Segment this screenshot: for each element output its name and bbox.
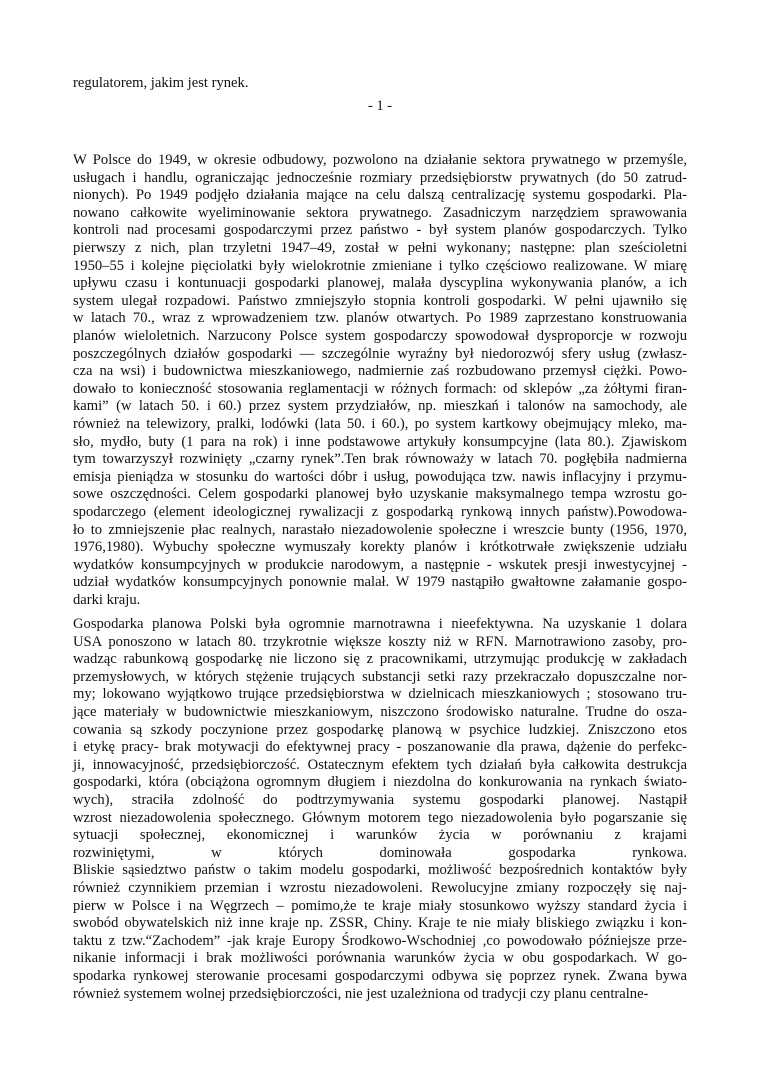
paragraph-line: tym towarzyszył rozwinięty „czarny rynek”.Ten brak równoważy w latach 70. pogłębiła nadmierna (73, 451, 687, 468)
paragraph-line: ji, innowacyjność, przedsiębiorczość. Ostatecznym efektem tych działań była całkowita destrukcja (73, 756, 687, 773)
paragraph-line: wydatków konsumpcyjnych w produkcie narodowym, a następnie - wskutek presji inwestycyjnej - (73, 556, 687, 573)
paragraph-line: udział wydatków konsumpcyjnych ponownie malał. W 1979 nastąpiło gwałtowne załamanie gospo- (73, 574, 687, 591)
paragraph-line: wych), straciła zdolność do podtrzymywania systemu gospodarki planowej. Nastąpił (73, 792, 687, 808)
paragraph-line: 1950–55 i kolejne pięciolatki były wielokrotnie zmieniane i tylko częściowo realizowane. W miarę (73, 257, 687, 274)
paragraph-line: swobód obywatelskich niż inne kraje np. ZSSR, Chiny. Kraje te nie miały bliskiego związku i kon- (73, 915, 687, 932)
paragraph-line: 1976,1980). Wybuchy społeczne wymuszały korekty planów i krótkotrwałe zwiększenie udziału (73, 539, 687, 556)
paragraph-line: ło to zmniejszenie płac realnych, narastało niezadowolenie społeczne i wreszcie bunty (1956, 1970, (73, 521, 687, 538)
paragraph-line: wzrost niezadowolenia społecznego. Głównym motorem tego niezadowolenia było pogarszanie się (73, 809, 687, 826)
paragraph-line: pierwszy z nich, plan trzyletni 1947–49, został w pełni wykonany; następne: plan sześcioletni (73, 240, 687, 256)
paragraph-line: również czynnikiem przemian i wzrostu niezadowoleni. Rewolucyjne zmiany rozpoczęły się naj- (73, 880, 687, 896)
paragraph-line: sło, mydło, buty (1 para na rok) i inne podstawowe artykuły konsumpcyjne (lata 80.). Zjawiskom (73, 433, 687, 450)
page-number: - 1 - (367, 98, 393, 114)
paragraph-line: poszczególnych działów gospodarki — szczególnie wyraźny był niedorozwój sfery usług (zwłasz- (73, 345, 687, 362)
paragraph-line: Gospodarka planowa Polski była ogromnie marnotrawna i nieefektywna. Na uzyskanie 1 dolara (73, 616, 687, 632)
paragraph-line: spodarka rynkowej sterowanie procesami gospodarczymi odbywa się poprzez rynek. Zwana bywa (73, 968, 687, 984)
paragraph-line: Bliskie sąsiedztwo państw o takim modelu gospodarki, możliwość bezpośrednich kontaktów były (73, 862, 687, 879)
paragraph-line: kontroli nad procesami gospodarczymi przez państwo - był system planów gospodarczych. Tylko (73, 222, 687, 239)
paragraph-line: kami” (w latach 50. i 60.) przez system przydziałów, np. mieszkań i talonów na samochody, ale (73, 398, 687, 415)
paragraph-line: cza na wsi) i budownictwa mieszkaniowego, nadmiernie zaś rozbudowano przemysł ciężki. Powo- (73, 363, 687, 380)
top-fragment-text: regulatorem, jakim jest rynek. (73, 75, 249, 91)
paragraph-line: spodarczego (element ideologicznej rywalizacji z gospodarką rynkową innych państw).Powodowa- (73, 504, 687, 520)
paragraph-line: przemysłowych, w których stężenie trujących substancji setki razy przekraczało dopuszczalne nor- (73, 668, 687, 685)
paragraph-line: gospodarki, która (obciążona ogromnym długiem i niezdolna do konkurowania na rynkach świato- (73, 774, 687, 791)
paragraph-line: taktu z tzw.“Zachodem” -jak kraje Europy Środkowo-Wschodniej ,co powodowało późniejsze prze- (73, 932, 687, 949)
paragraph-line: i etykę pracy- brak motywacji do efektywnej pracy - poszanowanie dla prawa, dążenie do perfekc- (73, 739, 687, 756)
paragraph-line: USA ponoszono w latach 80. trzykrotnie większe koszty niż w RFN. Marnotrawiono zasoby, pro- (73, 633, 687, 650)
paragraph-line: W Polsce do 1949, w okresie odbudowy, pozwolono na działanie sektora prywatnego w przemyśle, (73, 152, 687, 168)
paragraph-line: również na telewizory, pralki, lodówki (lata 50. i 60.), po system kartkowy obejmujący mleko, ma- (73, 416, 687, 432)
paragraph-line: sowe oszczędności. Celem gospodarki planowej było uzyskanie maksymalnego tempa wzrostu go- (73, 486, 687, 503)
paragraph-line: system ulegał rozpadowi. Państwo zmniejszyło stopnia kontroli gospodarki. W pełni ujawniło się (73, 292, 687, 309)
paragraph-line: jące materiały w budownictwie mieszkaniowym, niszczono środowisko naturalne. Trudne do osza- (73, 704, 687, 720)
paragraph-line: pierw w Polsce i na Węgrzech – pomimo,że te kraje miały stosunkowo wyższy standard życia i (73, 897, 687, 914)
paragraph-line: nionych). Po 1949 podjęło działania mające na celu dalszą centralizację systemu gospodarki. Pla- (73, 187, 687, 204)
paragraph-line: darki kraju. (73, 592, 141, 608)
paragraph-line: my; lokowano wyjątkowo trujące przedsiębiorstwa w dzielnicach mieszkaniowych ; stosowano tru- (73, 686, 687, 703)
paragraph-line: nikanie informacji i brak możliwości porównania warunków życia w obu gospodarkach. W go- (73, 950, 687, 967)
paragraph-line: emisja pieniądza w stosunku do wartości dóbr i usług, powodująca tzw. nawis inflacyjny i przymu- (73, 468, 687, 485)
paragraph-line: usługach i handlu, ograniczając jednocześnie rozmiary przedsiębiorstw prywatnych (do 50 zatrud- (73, 169, 687, 186)
paragraph-line: planów wieloletnich. Narzucony Polsce system gospodarczy spowodował dysproporcje w rozwoju (73, 328, 687, 344)
paragraph-line: również systemem wolnej przedsiębiorczości, nie jest uzależniona od tradycji czy planu centralne- (73, 985, 649, 1002)
paragraph-line: rozwiniętymi, w których dominowała gospodarka rynkowa. (73, 844, 687, 861)
paragraph-line: nowano całkowite wyeliminowanie sektora prywatnego. Zasadniczym narzędziem sprawowania (73, 204, 687, 221)
paragraph-line: dowało to konieczność stosowania reglamentacji w różnych formach: od sklepów „za żółtymi firan- (73, 380, 687, 397)
paragraph-line: cowania są szkody poczynione przez gospodarkę planową w psychice ludzkiej. Zniszczono etos (73, 721, 687, 738)
paragraph-line: sytuacji społecznej, ekonomicznej i warunków życia w porównaniu z krajami (73, 827, 687, 844)
paragraph-line: wadząc rabunkową gospodarkę nie liczono się z pracownikami, utrzymując produkcję w zakładach (73, 651, 687, 668)
paragraph-line: upływu czasu i kontunuacji gospodarki planowej, malała dyscyplina wykonywania planów, a ich (73, 275, 687, 292)
paragraph-line: w latach 70., wraz z wprowadzeniem tzw. planów otwartych. Po 1989 zaprzestano konstruowania (73, 310, 687, 327)
